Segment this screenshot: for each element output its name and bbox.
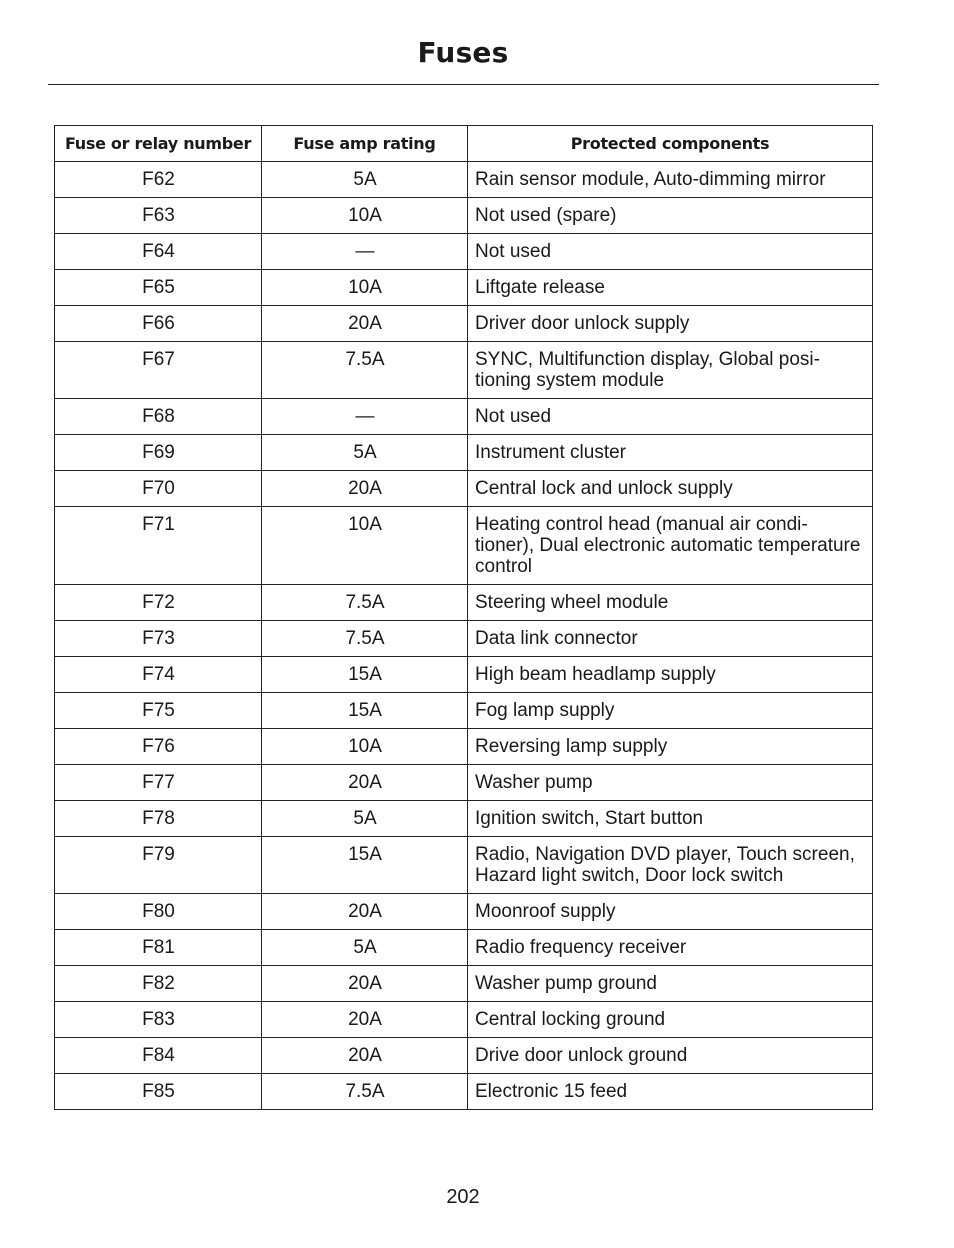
protected-components-cell: SYNC, Multifunction display, Global posi-tioning system module xyxy=(468,342,873,399)
amp-rating-cell: 7.5A xyxy=(262,621,468,657)
protected-components-cell: Electronic 15 feed xyxy=(468,1074,873,1110)
fuse-number-cell: F78 xyxy=(55,801,262,837)
amp-rating-cell: 5A xyxy=(262,435,468,471)
amp-rating-cell: 10A xyxy=(262,729,468,765)
table-row xyxy=(55,198,873,234)
table-row xyxy=(55,837,873,894)
amp-rating-cell: 7.5A xyxy=(262,1074,468,1110)
table-row xyxy=(55,693,873,729)
table-row xyxy=(55,270,873,306)
protected-components-cell: Reversing lamp supply xyxy=(468,729,873,765)
fuse-number-cell: F71 xyxy=(55,507,262,585)
fuse-number-cell: F69 xyxy=(55,435,262,471)
protected-components-cell: Liftgate release xyxy=(468,270,873,306)
table-row xyxy=(55,507,873,585)
fuse-number-cell: F83 xyxy=(55,1002,262,1038)
amp-rating-cell: 20A xyxy=(262,1038,468,1074)
fuse-number-cell: F75 xyxy=(55,693,262,729)
table-row xyxy=(55,729,873,765)
fuse-number-cell: F74 xyxy=(55,657,262,693)
table-row xyxy=(55,930,873,966)
fuse-number-cell: F76 xyxy=(55,729,262,765)
table-row xyxy=(55,657,873,693)
fuse-number-cell: F84 xyxy=(55,1038,262,1074)
table-row xyxy=(55,306,873,342)
amp-rating-cell: 20A xyxy=(262,471,468,507)
table-row xyxy=(55,894,873,930)
fuse-number-cell: F81 xyxy=(55,930,262,966)
fuse-number-cell: F72 xyxy=(55,585,262,621)
table-header-row xyxy=(55,126,873,162)
fuse-number-cell: F65 xyxy=(55,270,262,306)
table-row xyxy=(55,621,873,657)
fuse-number-cell: F77 xyxy=(55,765,262,801)
fuse-number-cell: F70 xyxy=(55,471,262,507)
table-row xyxy=(55,234,873,270)
amp-rating-cell: 15A xyxy=(262,693,468,729)
protected-components-cell: Radio, Navigation DVD player, Touch screen, Hazard light switch, Door lock switch xyxy=(468,837,873,894)
page-title: Fuses xyxy=(417,36,509,69)
table-row xyxy=(55,966,873,1002)
fuse-number-cell: F64 xyxy=(55,234,262,270)
fuse-table xyxy=(54,125,873,1110)
protected-components-cell: Fog lamp supply xyxy=(468,693,873,729)
amp-rating-cell: 10A xyxy=(262,270,468,306)
amp-rating-cell: 15A xyxy=(262,657,468,693)
amp-rating-cell: 10A xyxy=(262,198,468,234)
amp-rating-cell: 10A xyxy=(262,507,468,585)
amp-rating-cell: 20A xyxy=(262,765,468,801)
header-fuse-number: Fuse or relay number xyxy=(55,126,262,162)
table-row xyxy=(55,342,873,399)
protected-components-cell: Rain sensor module, Auto-dimming mirror xyxy=(468,162,873,198)
amp-rating-cell: 7.5A xyxy=(262,342,468,399)
amp-rating-cell: 20A xyxy=(262,894,468,930)
title-divider xyxy=(48,84,879,85)
table-row xyxy=(55,765,873,801)
header-amp-rating: Fuse amp rating xyxy=(262,126,468,162)
table-row xyxy=(55,1038,873,1074)
protected-components-cell: Washer pump ground xyxy=(468,966,873,1002)
table-row xyxy=(55,585,873,621)
protected-components-cell: Steering wheel module xyxy=(468,585,873,621)
header-protected-components: Protected components xyxy=(468,126,873,162)
protected-components-cell: Radio frequency receiver xyxy=(468,930,873,966)
amp-rating-cell: 20A xyxy=(262,1002,468,1038)
table-row xyxy=(55,801,873,837)
page-number: 202 xyxy=(446,1186,480,1208)
fuse-number-cell: F62 xyxy=(55,162,262,198)
protected-components-cell: Not used xyxy=(468,399,873,435)
amp-rating-cell: 5A xyxy=(262,162,468,198)
amp-rating-cell: 20A xyxy=(262,966,468,1002)
amp-rating-cell: — xyxy=(262,399,468,435)
fuse-number-cell: F68 xyxy=(55,399,262,435)
protected-components-cell: Not used xyxy=(468,234,873,270)
fuse-number-cell: F73 xyxy=(55,621,262,657)
protected-components-cell: Central locking ground xyxy=(468,1002,873,1038)
amp-rating-cell: 5A xyxy=(262,930,468,966)
fuse-number-cell: F66 xyxy=(55,306,262,342)
table-row xyxy=(55,435,873,471)
amp-rating-cell: 20A xyxy=(262,306,468,342)
protected-components-cell: Central lock and unlock supply xyxy=(468,471,873,507)
table-row xyxy=(55,399,873,435)
protected-components-cell: Washer pump xyxy=(468,765,873,801)
table-row xyxy=(55,1074,873,1110)
protected-components-cell: Heating control head (manual air condi-tioner), Dual electronic automatic temperature control xyxy=(468,507,873,585)
table-body xyxy=(55,162,873,1110)
fuse-number-cell: F82 xyxy=(55,966,262,1002)
amp-rating-cell: — xyxy=(262,234,468,270)
protected-components-cell: Moonroof supply xyxy=(468,894,873,930)
table-row xyxy=(55,1002,873,1038)
protected-components-cell: Instrument cluster xyxy=(468,435,873,471)
fuse-number-cell: F63 xyxy=(55,198,262,234)
amp-rating-cell: 7.5A xyxy=(262,585,468,621)
protected-components-cell: Drive door unlock ground xyxy=(468,1038,873,1074)
table-row xyxy=(55,471,873,507)
protected-components-cell: High beam headlamp supply xyxy=(468,657,873,693)
fuse-number-cell: F85 xyxy=(55,1074,262,1110)
fuse-number-cell: F79 xyxy=(55,837,262,894)
table-row xyxy=(55,162,873,198)
protected-components-cell: Data link connector xyxy=(468,621,873,657)
fuse-number-cell: F80 xyxy=(55,894,262,930)
protected-components-cell: Driver door unlock supply xyxy=(468,306,873,342)
amp-rating-cell: 15A xyxy=(262,837,468,894)
protected-components-cell: Not used (spare) xyxy=(468,198,873,234)
amp-rating-cell: 5A xyxy=(262,801,468,837)
fuse-number-cell: F67 xyxy=(55,342,262,399)
protected-components-cell: Ignition switch, Start button xyxy=(468,801,873,837)
